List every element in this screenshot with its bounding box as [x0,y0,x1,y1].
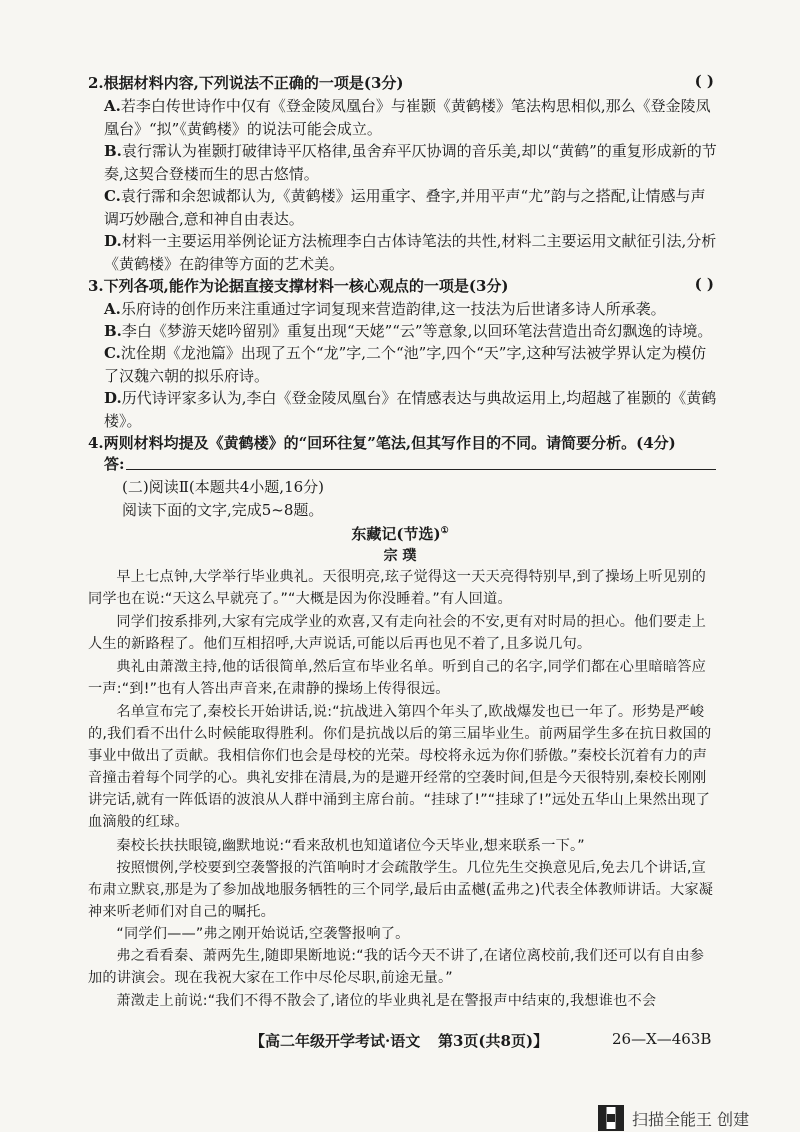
option-2c [104,185,720,230]
option-3d [104,387,720,432]
article-paragraph: 弗之看看秦、萧两先生,随即果断地说:“我的话今天不讲了,在诸位离校前,我们还可以有自由参加的讲演会。现在我祝大家在工作中尽伦尽职,前途无量。” [88,948,705,986]
option-text: 若李白传世诗作中仅有《登金陵凤凰台》与崔颢《黄鹤楼》笔法构思相似,那么《登金陵凤凰台》“拟”《黄鹤楼》的说法可能会成立。 [104,97,711,138]
option-2a [104,95,720,140]
option-letter: C. [104,187,121,205]
article-paragraph: “同学们——”弗之刚开始说话,空袭警报响了。 [116,926,410,942]
answer-bracket-q3: ( ) [694,275,714,293]
article-paragraph: 萧澂走上前说:“我们不得不散会了,诸位的毕业典礼是在警报声中结束的,我想谁也不会 [116,993,657,1009]
footnote-mark: ① [440,526,449,536]
article-paragraph: 典礼由萧澂主持,他的话很简单,然后宣布毕业名单。听到自己的名字,同学们都在心里暗暗答应一声:“到!”也有人答出声音来,在肃静的操场上传得很远。 [88,659,707,697]
option-letter: D. [104,389,122,407]
article-paragraph: 同学们按系排列,大家有完成学业的欢喜,又有走向社会的不安,更有对时局的担心。他们要走上人生的新路程了。他们互相招呼,大声说话,可能以后再也见不着了,且多说几句。 [88,614,707,652]
option-letter: A. [104,97,121,115]
option-text: 袁行霈和余恕诚都认为,《黄鹤楼》运用重字、叠字,并用平声“尤”韵与之搭配,让情感与声调巧妙融合,意和神自由表达。 [104,187,706,228]
footer-exam: 【高二年级开学考试·语文 [250,1032,421,1050]
footer-page: 第3页(共8页)】 [438,1032,549,1050]
option-2d [104,230,720,275]
article-paragraph: 按照惯例,学校要到空袭警报的汽笛响时才会疏散学生。几位先生交换意见后,免去几个讲话,宣布肃立默哀,那是为了参加战地服务牺牲的三个同学,最后由孟樾(孟弗之)代表全体教师讲话。大家凝神来听老师们对自己的嘱托。 [88,860,714,920]
section-instruction: 阅读下面的文字,完成5~8题。 [122,501,324,519]
qr-code-icon [598,1105,624,1131]
option-letter: D. [104,232,122,250]
article-paragraph: 名单宣布完了,秦校长开始讲话,说:“抗战进入第四个年头了,欧战爆发也已一年了。形势是严峻的,我们看不出什么时候能取得胜利。你们是抗战以后的第三届毕业生。前两届学生多在抗日救国的事业中做出了贡献。我相信你们也会是母校的光荣。母校将永远为你们骄傲。”秦校长沉着有力的声音撞击着每个同学的心。典礼安排在清晨,为的是避开经常的空袭时间,但是今天很特别,秦校长刚刚讲完话,就有一阵低语的波浪从人群中涌到主席台前。“挂球了!”“挂球了!”远处五华山上果然出现了血滴般的红球。 [88,704,712,830]
article-title-text: 东藏记(节选) [351,525,441,543]
article-title [0,523,800,544]
answer-line[interactable] [126,469,716,470]
option-2b [104,140,720,185]
footer-code: 26—X—463B [612,1030,712,1048]
answer-label: 答: [104,455,125,473]
section-heading: (二)阅读Ⅱ(本题共4小题,16分) [122,478,325,496]
option-text: 沈佺期《龙池篇》出现了五个“龙”字,二个“池”字,四个“天”字,这种写法被学界认定为模仿了汉魏六朝的拟乐府诗。 [104,344,707,385]
article-paragraph: 早上七点钟,大学举行毕业典礼。天很明亮,玹子觉得这一天天亮得特别早,到了操场上听见别的同学也在说:“天这么早就亮了。”“大概是因为你没睡着。”有人回道。 [88,569,707,607]
option-letter: B. [104,322,122,340]
option-3c [104,342,720,387]
option-text: 袁行霈认为崔颢打破律诗平仄格律,虽舍弃平仄协调的音乐美,却以“黄鹤”的重复形成新的节奏,这契合登楼而生的思古悠情。 [104,142,717,183]
option-3b [104,320,720,343]
option-letter: A. [104,300,121,318]
question-4-stem: 4.两则材料均提及《黄鹤楼》的“回环往复”笔法,但其写作目的不同。请简要分析。(4分) [88,434,676,452]
option-text: 李白《梦游天姥吟留别》重复出现“天姥”“云”等意象,以回环笔法营造出奇幻飘逸的诗境。 [121,322,713,340]
option-text: 材料一主要运用举例论证方法梳理李白古体诗笔法的共性,材料二主要运用文献征引法,分析《黄鹤楼》在韵律等方面的艺术美。 [104,232,717,273]
question-3-stem: 3.下列各项,能作为论据直接支撑材料一核心观点的一项是(3分) [88,277,509,295]
option-letter: B. [104,142,122,160]
scanner-watermark: 扫描全能王 创建 [632,1110,750,1129]
option-3a [104,298,720,321]
article-author: 宗 璞 [383,548,417,564]
option-text: 历代诗评家多认为,李白《登金陵凤凰台》在情感表达与典故运用上,均超越了崔颢的《黄鹤楼》。 [104,389,717,430]
answer-bracket-q2: ( ) [694,72,714,90]
option-text: 乐府诗的创作历来注重通过字词复现来营造韵律,这一技法为后世诸多诗人所承袭。 [120,300,666,318]
question-2-stem: 2.根据材料内容,下列说法不正确的一项是(3分) [88,74,404,92]
article-paragraph: 秦校长扶扶眼镜,幽默地说:“看来敌机也知道诸位今天毕业,想来联系一下。” [116,838,585,854]
option-letter: C. [104,344,121,362]
